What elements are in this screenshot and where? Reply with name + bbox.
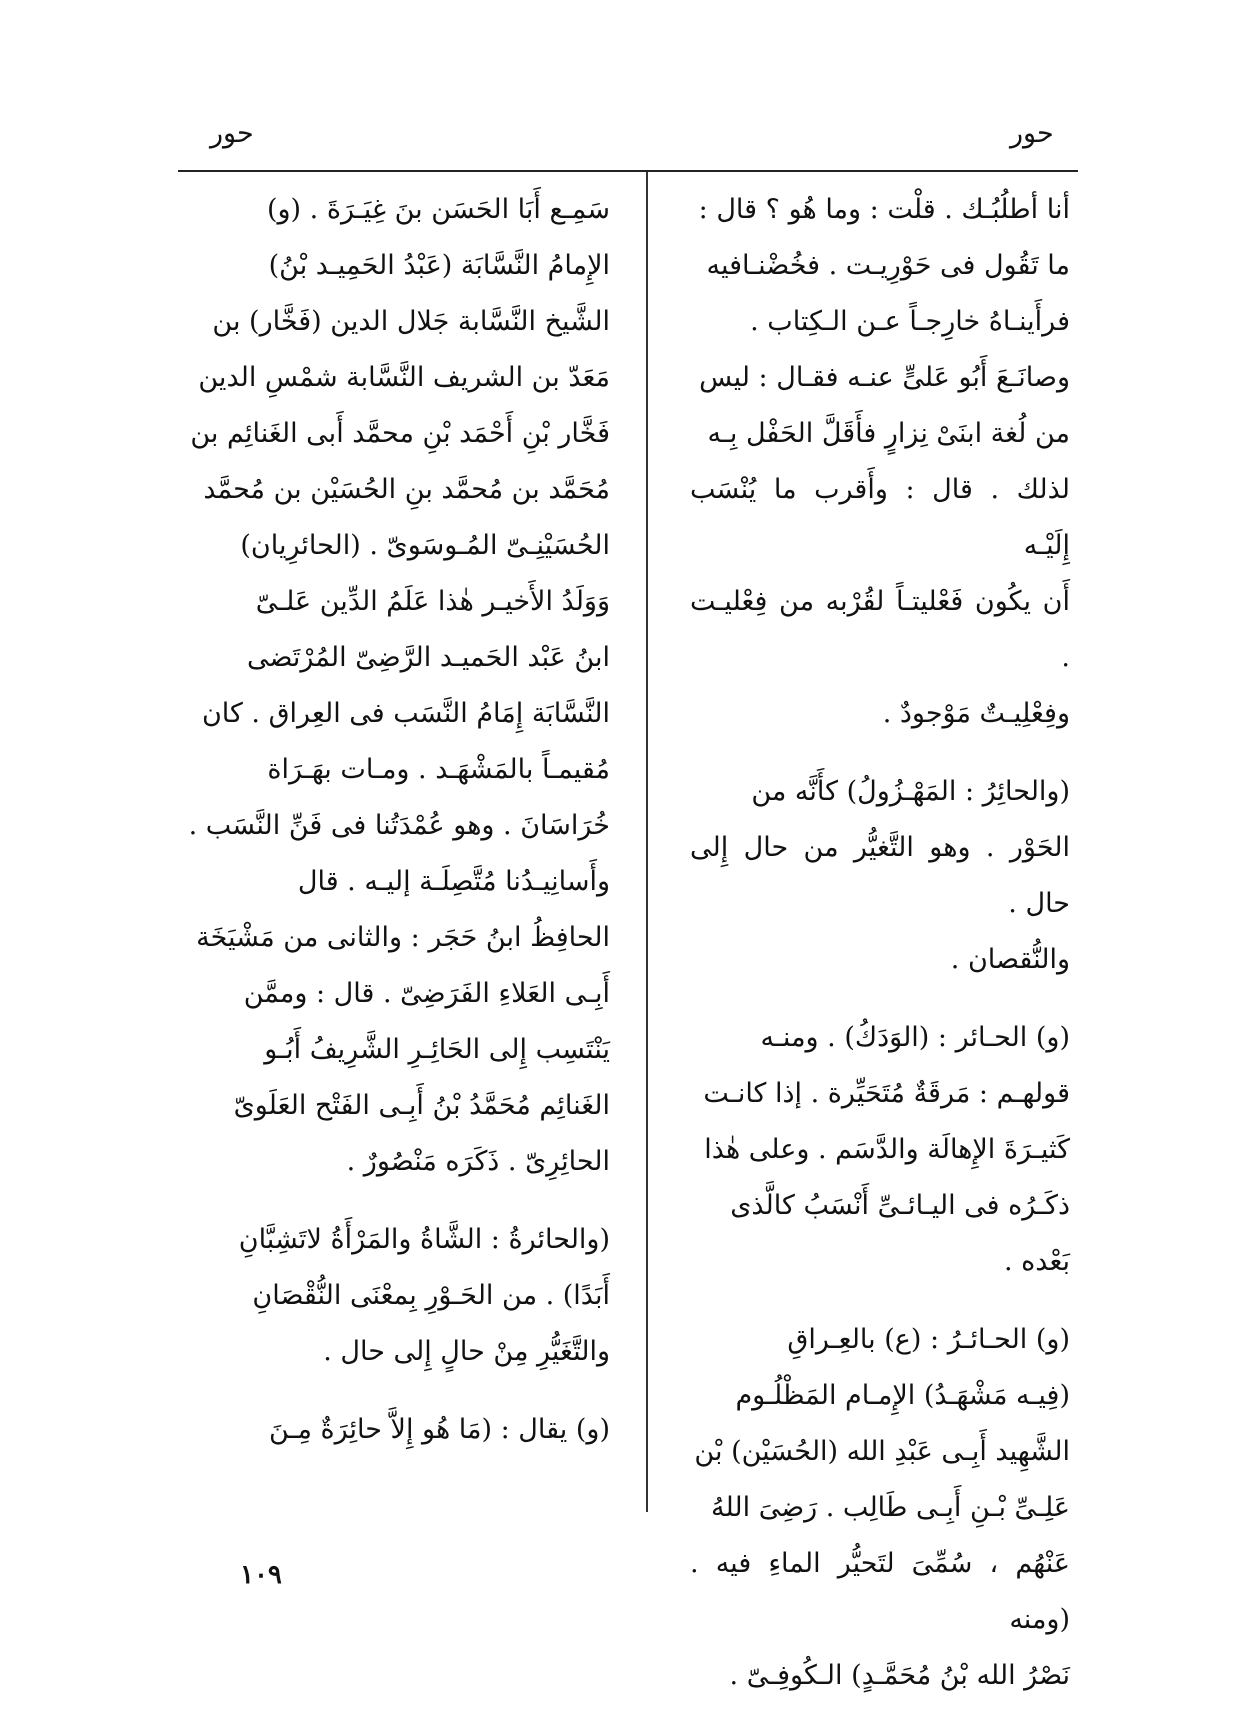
entry-paragraph: أنا أطلُبُـك . قلْت : وما هُو ؟ قال : ما تَقُول فى حَوْرِيـت . فخُضْنـافيه فرأَينـاهُ خارِجـاً عـن الـكِتاب . وصانَـعَ أَبُو عَلىٍّ عنـه فقـال : ليس من لُغة ابنَىْ نِزارٍ فأَقَلَّ الحَفْل بِـه لذلك . قال : وأَقرب ما يُنْسَب إِلَيْـه أَن يكُون فَعْليتـاً لقُرْبه من فِعْليـت . وفِعْلِيـتٌ مَوْجودٌ . — [690, 194, 1070, 729]
column-divider — [646, 172, 648, 1512]
running-header-left: حور — [210, 118, 254, 149]
entry-paragraph: سَمِـع أَبَا الحَسَن بنَ غِيَـرَةَ . (و) الإِمامُ النَّسَّابَة (عَبْدُ الحَمِيـد بْنُ) الشَّيخ النَّسَّابة جَلال الدين (فَخَّار) بن مَعَدّ بن الشريف النَّسَّابة شمْسِ الدين فَخَّار بْنِ أَحْمَد بْنِ محمَّد أَبى الغَنائِم بن مُحَمَّد بن مُحمَّد بنِ الحُسَيْن بن مُحمَّد الحُسَيْنِـىّ المُـوسَوىّ . (الحائرِيان) وَوَلَدُ الأَخيـر هٰذا عَلَمُ الدِّين عَلـىّ ابنُ عَبْد الحَميـد الرَّضِىّ المُرْتَضى النَّسَّابَة إِمَامُ النَّسَب فى العِراق . كان مُقيمـاً بالمَشْهَـد . ومـات بهَـرَاة خُرَاسَانَ . وهو عُمْدَتُنا فى فَنِّ النَّسَب . وأَسانِيـدُنا مُتَّصِلَـة إليـه . قال الحافِظُ ابنُ حَجَر : والثانى من مَشْيَخَة أَبِـى العَلاءِ الفَرَضِىّ . قال : وممَّن يَنْتَسِب إِلى الحَائِـرِ الشَّرِيفُ أَبُـو الغَنائِم مُحَمَّدُ بْنُ أَبِـى الفَتْح العَلَوىّ الحائِرِىّ . ذَكَرَه مَنْصُورٌ . — [188, 194, 610, 1177]
entry-paragraph: (و) الحـائر : (الوَدَكُ) . ومنـه قولهـم : مَرقَةٌ مُتَحَيِّرة . إذا كانـت كَثيـرَةَ الإِهالَة والدَّسَم . وعلى هٰذا ذكَـرُه فى اليـائـىِّ أَنْسَبُ كالَّذى بَعْده . — [703, 1022, 1070, 1277]
right-text-column — [690, 182, 1070, 1710]
entry-paragraph: (و) الحـائـرُ : (ع) بالعِـراقِ (فِيـه مَشْهَـدُ) الإِمـام المَظْلُـوم الشَّهِيد أَبِـى عَبْدِ الله (الحُسَيْن) بْن عَلِـىِّ بْـنِ أَبِـى طَالِب . رَضِىَ اللهُ عَنْهُم ، سُمِّىَ لتَحيُّر الماءِ فيه . (ومنه نَصْرُ الله بْنُ مُحَمَّـدٍ) الـكُوفِـىّ . — [690, 1324, 1070, 1691]
entry-paragraph: (و) يقال : (مَا هُو إِلاَّ حائِرَةٌ مِـنَ — [268, 1414, 610, 1445]
left-text-column — [178, 182, 610, 1480]
running-header-right: حور — [1010, 118, 1054, 149]
entry-paragraph: (والحائرةُ : الشَّاةُ والمَرْأَةُ لاتَشِبَّانِ أَبَدًا) . من الحَـوْرِ بِمعْنَى النُّقْصَانِ والتَّغَيُّرِ مِنْ حالٍ إِلى حال . — [238, 1224, 610, 1367]
page-number: ١٠٩ — [240, 1560, 282, 1590]
entry-paragraph: (والحائِرُ : المَهْـزُولُ) كأَنَّه من الحَوْر . وهو التَّغيُّر من حال إِلى حال . والنُّقصان . — [690, 776, 1070, 975]
header-rule — [178, 170, 1078, 172]
